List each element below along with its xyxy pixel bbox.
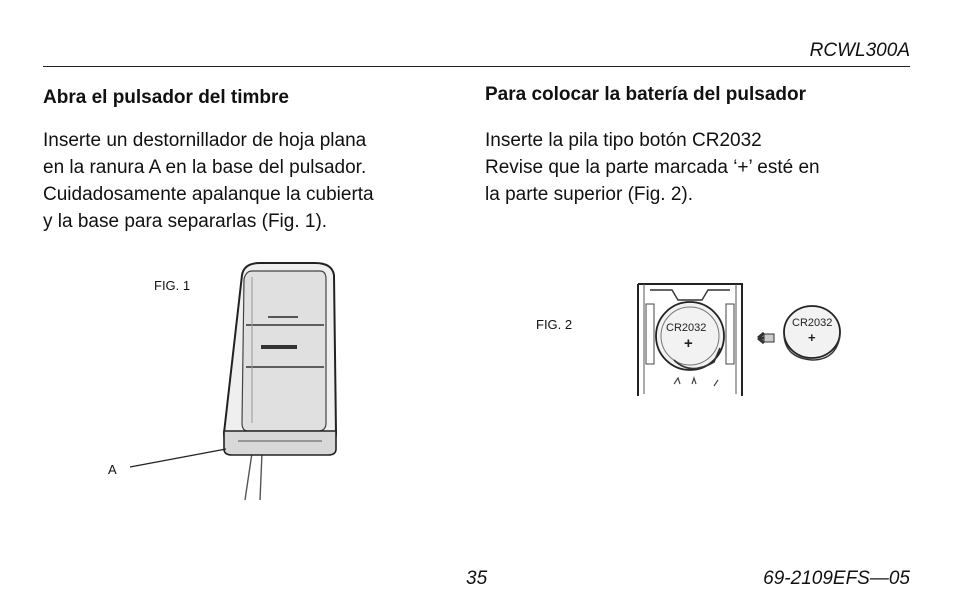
left-line: y la base para separarlas (Fig. 1). — [43, 211, 328, 232]
right-line: Inserte la pila tipo botón CR2032 — [485, 130, 762, 151]
fig2-label: FIG. 2 — [536, 317, 573, 332]
doorbell-button-illustration — [120, 255, 350, 505]
right-line: la parte superior (Fig. 2). — [485, 184, 694, 205]
left-heading: Abra el pulsador del timbre — [43, 87, 289, 108]
fig1-label: FIG. 1 — [154, 278, 191, 293]
left-line: Inserte un destornillador de hoja plana — [43, 130, 367, 151]
document-code: 69-2109EFS—05 — [763, 568, 910, 589]
page-number: 35 — [466, 568, 488, 589]
model-number: RCWL300A — [809, 40, 910, 61]
right-instructions — [485, 127, 820, 208]
right-heading: Para colocar la batería del pulsador — [485, 84, 807, 105]
left-line: Cuidadosamente apalanque la cubierta — [43, 184, 374, 205]
fig1-callout-a: A — [108, 462, 117, 477]
installed-battery-plus: + — [684, 335, 693, 352]
loose-battery-plus: + — [808, 330, 816, 345]
left-instructions — [43, 127, 374, 235]
callout-leader-line — [130, 449, 226, 467]
installed-battery-label: CR2032 — [666, 322, 707, 334]
header-rule — [43, 66, 910, 67]
left-line: en la ranura A en la base del pulsador. — [43, 157, 367, 178]
right-line: Revise que la parte marcada ‘+’ esté en — [485, 157, 820, 178]
button-marking — [261, 345, 297, 349]
loose-battery-label: CR2032 — [792, 317, 833, 329]
battery-compartment-illustration — [630, 276, 850, 401]
